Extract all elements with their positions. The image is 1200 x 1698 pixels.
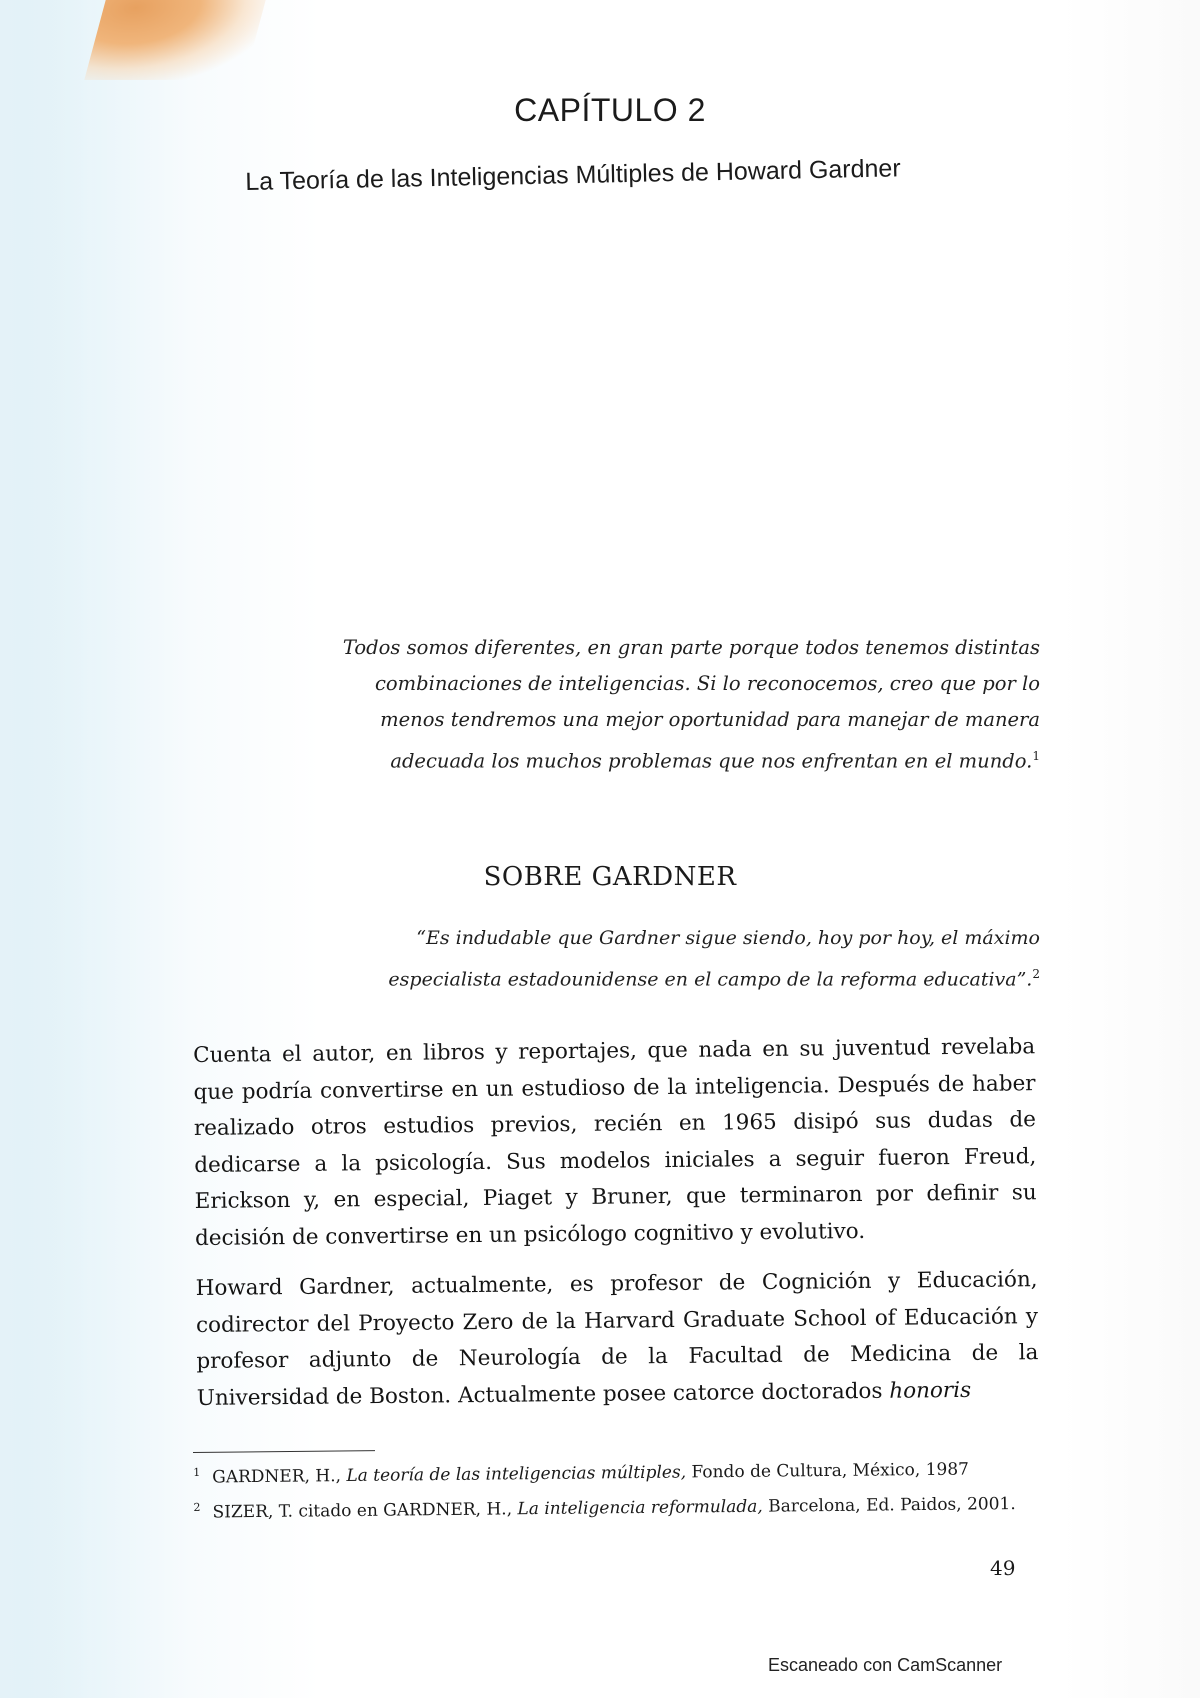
section-quote-note-mark: 2	[1032, 967, 1040, 981]
body-paragraph	[195, 1262, 1038, 1417]
section-heading: SOBRE GARDNER	[483, 862, 737, 892]
page-number: 49	[990, 1556, 1016, 1580]
section-quote-text: “Es indudable que Gardner sigue siendo, hoy por hoy, el máximo especialista estadounidense en el campo de la reforma educativa”.	[388, 927, 1040, 991]
section-quote	[330, 920, 1040, 997]
epigraph-note-mark: 1	[1032, 749, 1040, 763]
body-paragraph-text: Howard Gardner, actualmente, es profesor de Cognición y Educación, codirector del Proyecto Zero de la Harvard Graduate School of Educación y profesor adjunto de Neurología de la Facultad de Medicina de la Universidad de Boston. Actualmente posee catorce doctorados	[195, 1267, 1039, 1411]
body-paragraph-italic: honoris	[889, 1377, 972, 1404]
chapter-label: CAPÍTULO 2	[514, 92, 706, 128]
footnote-title: La teoría de las inteligencias múltiples,	[346, 1462, 687, 1487]
corner-stain	[84, 0, 265, 80]
footnote-prefix: SIZER, T. citado en GARDNER, H.,	[212, 1498, 518, 1523]
chapter-title: La Teoría de las Inteligencias Múltiples de Howard Gardner	[245, 154, 901, 196]
epigraph-text: Todos somos diferentes, en gran parte porque todos tenemos distintas combinaciones de inteligencias. Si lo reconocemos, creo que por lo menos tendremos una mejor oportunidad para manejar de manera adecuada los muchos problemas que nos enfrentan en el mundo.	[342, 636, 1040, 773]
footnote-mark: 1	[193, 1465, 201, 1479]
body-text	[193, 1029, 1039, 1431]
footnote-title: La inteligencia reformulada,	[517, 1496, 763, 1519]
body-paragraph: Cuenta el autor, en libros y reportajes, que nada en su juventud revelaba que podría convertirse en un estudioso de la inteligencia. Después de haber realizado otros estudios previos, recién en 1965 disipó sus dudas de dedicarse a la psicología. Sus modelos iniciales a seguir fueron Freud, Erickson y, en especial, Piaget y Bruner, que terminaron por definir su decisión de convertirse en un psicólogo cognitivo y evolutivo.	[193, 1034, 1037, 1251]
footnotes	[193, 1449, 1036, 1527]
epigraph	[320, 630, 1040, 780]
footnote-mark: 2	[193, 1500, 201, 1514]
footnote-prefix: GARDNER, H.,	[212, 1466, 347, 1488]
footnote-rule	[193, 1450, 375, 1453]
footnote-suffix: Fondo de Cultura, México, 1987	[685, 1459, 970, 1483]
footnote-suffix: Barcelona, Ed. Paidos, 2001.	[762, 1493, 1016, 1517]
page-edge-shadow	[0, 0, 110, 1698]
scanner-watermark: Escaneado con CamScanner	[768, 1655, 1003, 1675]
